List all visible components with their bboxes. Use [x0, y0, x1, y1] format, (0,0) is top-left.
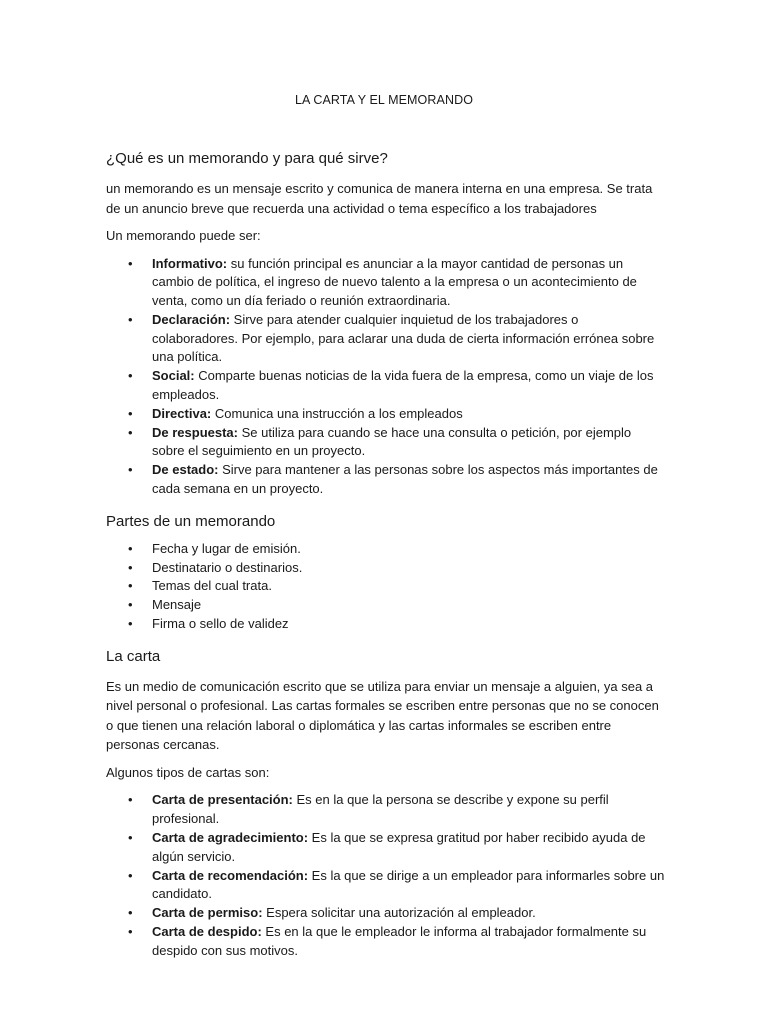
bullet-icon: • — [128, 424, 133, 440]
section-heading-partes: Partes de un memorando — [106, 512, 276, 530]
list-item — [106, 540, 666, 559]
list-item — [106, 829, 666, 867]
bullet-icon: • — [128, 792, 133, 808]
list-item-text: Fecha y lugar de emisión. — [152, 540, 301, 556]
list-item-term: Carta de agradecimiento: — [152, 829, 309, 845]
list-item-text: Destinatario o destinarios. — [152, 559, 303, 575]
list-item-text: Comparte buenas noticias de la vida fuera de la empresa, como un viaje de los empleados. — [152, 368, 654, 403]
list-item-term: De estado: — [152, 462, 219, 478]
list-item — [106, 405, 666, 424]
list-item-text: Es la que se expresa gratitud por haber recibido ayuda de algún servicio. — [152, 829, 646, 864]
list-item-term: Carta de presentación: — [152, 792, 293, 808]
list-item-text: Sirve para atender cualquier inquietud de los trabajadores o colaboradores. Por ejemplo, para aclarar una duda de cierta información errónea sobre una política. — [152, 311, 655, 365]
bullet-icon: • — [128, 311, 133, 327]
list-item-text: Es en la que le empleador le informa al trabajador formalmente su despido con sus motivos. — [152, 923, 647, 958]
list-item-text: Sirve para mantener a las personas sobre los aspectos más importantes de cada semana en un proyecto. — [152, 462, 658, 497]
list-item-term: Carta de despido: — [152, 923, 262, 939]
list-item-text: Se utiliza para cuando se hace una consulta o petición, por ejemplo sobre el seguimiento en un proyecto. — [152, 424, 632, 459]
list-item — [106, 311, 666, 367]
bullet-icon: • — [128, 462, 133, 478]
list-item-text: su función principal es anunciar a la mayor cantidad de personas un cambio de política, el ingreso de nuevo talento a la empresa o un acontecimiento de venta, como un día feriado o reunión extraordinaria. — [152, 255, 637, 309]
memorando-parts-list — [106, 540, 666, 634]
bullet-icon: • — [128, 597, 133, 613]
carta-definition: Es un medio de comunicación escrito que se utiliza para enviar un mensaje a alguien, ya sea a nivel personal o profesional. Las cartas formales se escriben entre personas que no se conocen o que tienen una relación laboral o diplomática y las cartas informales se escriben entre personas cercanas. — [106, 678, 659, 753]
memorando-types-list — [106, 255, 666, 499]
bullet-icon: • — [128, 405, 133, 421]
bullet-icon: • — [128, 540, 133, 556]
list-item-term: Carta de recomendación: — [152, 867, 309, 883]
list-item-term: Declaración: — [152, 311, 231, 327]
list-item — [106, 424, 666, 462]
list-item-term: Directiva: — [152, 405, 212, 421]
list-item — [106, 596, 666, 615]
list-item-term: Carta de permiso: — [152, 905, 263, 921]
bullet-icon: • — [128, 616, 133, 632]
bullet-icon: • — [128, 923, 133, 939]
bullet-icon: • — [128, 559, 133, 575]
list-item-term: Social: — [152, 368, 195, 384]
list-item — [106, 461, 666, 499]
bullet-icon: • — [128, 578, 133, 594]
carta-types-intro: Algunos tipos de cartas son: — [106, 764, 270, 780]
document-title: LA CARTA Y EL MEMORANDO — [294, 93, 474, 107]
list-item-term: Informativo: — [152, 255, 228, 271]
bullet-icon: • — [128, 368, 133, 384]
list-item-text: Mensaje — [152, 597, 202, 613]
carta-types-list — [106, 791, 666, 960]
list-item — [106, 559, 666, 578]
section-heading-memorando: ¿Qué es un memorando y para qué sirve? — [106, 150, 388, 167]
list-item-term: De respuesta: — [152, 424, 238, 440]
list-item-text: Firma o sello de validez — [152, 616, 289, 632]
list-item — [106, 867, 666, 905]
list-item — [106, 904, 666, 923]
bullet-icon: • — [128, 905, 133, 921]
list-item-text: Temas del cual trata. — [152, 578, 272, 594]
bullet-icon: • — [128, 829, 133, 845]
document-body — [106, 148, 666, 961]
list-item-text: Es en la que la persona se describe y expone su perfil profesional. — [152, 792, 609, 827]
list-item — [106, 791, 666, 829]
memorando-types-intro: Un memorando puede ser: — [106, 228, 261, 243]
section-heading-carta: La carta — [106, 647, 161, 665]
list-item — [106, 367, 666, 405]
memorando-definition: un memorando es un mensaje escrito y comunica de manera interna en una empresa. Se trata de un anuncio breve que recuerda una actividad o tema específico a los trabajadores — [106, 181, 653, 216]
list-item — [106, 615, 666, 634]
bullet-icon: • — [128, 255, 133, 271]
list-item — [106, 255, 666, 311]
list-item-text: Espera solicitar una autorización al empleador. — [262, 905, 536, 921]
list-item — [106, 577, 666, 596]
list-item-text: Comunica una instrucción a los empleados — [211, 405, 463, 421]
list-item-text: Es la que se dirige a un empleador para informarles sobre un candidato. — [152, 867, 665, 902]
bullet-icon: • — [128, 867, 133, 883]
list-item — [106, 923, 666, 961]
